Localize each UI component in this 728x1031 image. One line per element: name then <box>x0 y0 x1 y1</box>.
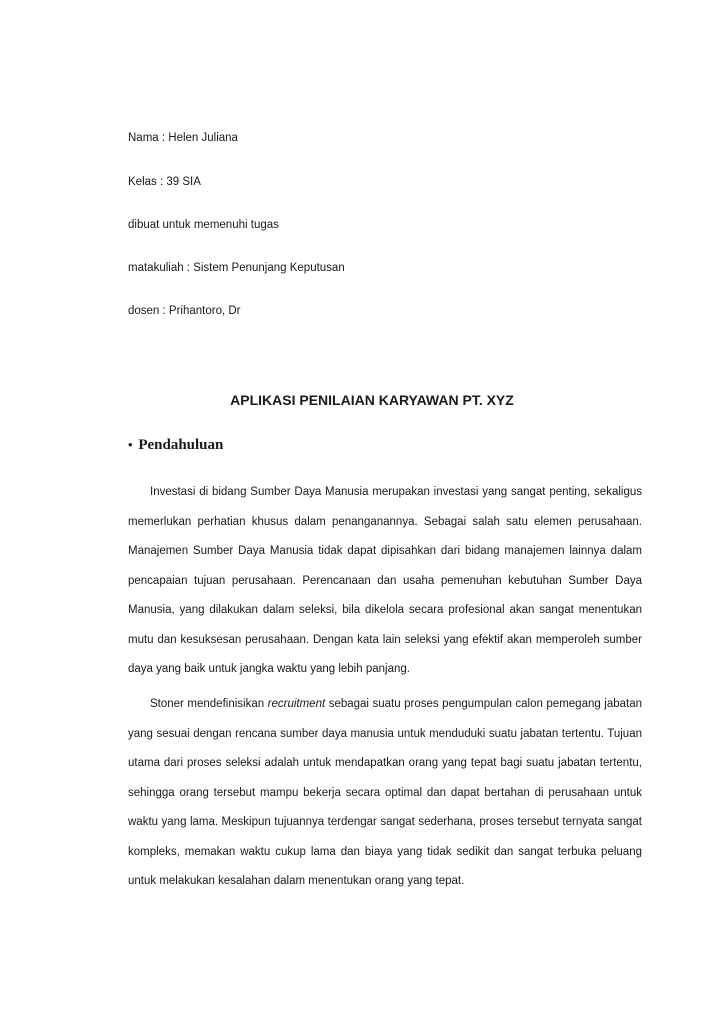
class-line: Kelas : 39 SIA <box>128 176 201 188</box>
section-heading-text: Pendahuluan <box>138 437 224 453</box>
document-title: APLIKASI PENILAIAN KARYAWAN PT. XYZ <box>230 392 514 408</box>
paragraph-introduction: Investasi di bidang Sumber Daya Manusia merupakan investasi yang sangat penting, sekaligus memerlukan perhatian khusus dalam penanganannya. Sebagai salah satu elemen perusahaan. Manajemen Sumber Daya Manusia tidak dapat dipisahkan dari bidang manajemen lainnya dalam pencapaian tujuan perusahaan. Perencanaan dan usaha pemenuhan kebutuhan Sumber Daya Manusia, yang dilakukan dalam seleksi, bila dikelola secara profesional akan sangat menentukan mutu dan kesuksesan perusahaan. Dengan kata lain seleksi yang efektif akan memperoleh sumber daya yang baik untuk jangka waktu yang lebih panjang. <box>128 486 642 675</box>
course-line: matakuliah : Sistem Penunjang Keputusan <box>128 262 345 274</box>
lecturer-line: dosen : Prihantoro, Dr <box>128 305 241 317</box>
paragraph-recruitment <box>128 690 642 897</box>
assignment-line: dibuat untuk memenuhi tugas <box>128 219 279 231</box>
paragraph-recruitment-start: Stoner mendefinisikan <box>150 698 268 710</box>
bullet-icon: • <box>128 437 133 452</box>
student-name-line: Nama : Helen Juliana <box>128 132 238 144</box>
section-heading <box>128 436 223 454</box>
recruitment-term: recruitment <box>267 698 326 710</box>
paragraph-recruitment-rest: sebagai suatu proses pengumpulan calon pemegang jabatan yang sesuai dengan rencana sumber daya manusia untuk menduduki suatu jabatan tertentu. Tujuan utama dari proses seleksi adalah untuk mendapatkan orang yang tepat bagi suatu jabatan tertentu, sehingga orang tersebut mampu bekerja secara optimal dan dapat bertahan di perusahaan untuk waktu yang lama. Meskipun tujuannya terdengar sangat sederhana, proses tersebut ternyata sangat kompleks, memakan waktu cukup lama dan biaya yang tidak sedikit dan sangat terbuka peluang untuk melakukan kesalahan dalam menentukan orang yang tepat. <box>128 698 642 887</box>
